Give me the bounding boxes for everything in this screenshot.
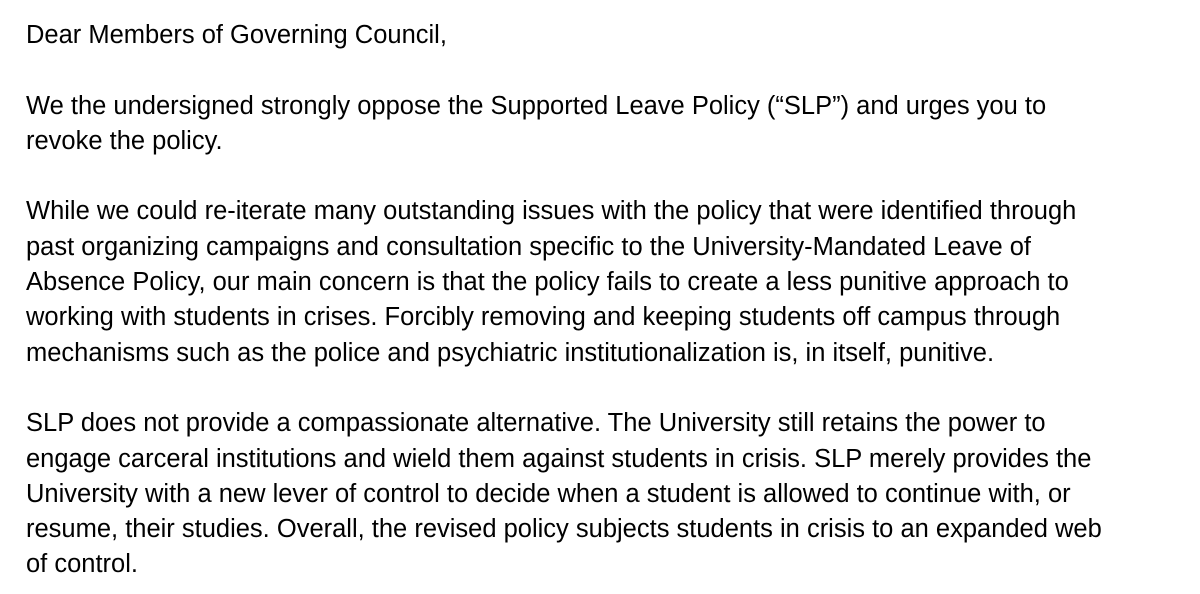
letter-body [26,18,1176,583]
salutation: Dear Members of Governing Council, [26,21,447,49]
paragraph-slp-opposition: We the undersigned strongly oppose the Supported Leave Policy (“SLP”) and urges you to revoke the policy. [26,91,1047,155]
paragraph-no-compassionate-alternative: SLP does not provide a compassionate alternative. The University still retains the power to engage carceral institutions and wield them against students in crisis. SLP merely provides the University with a new lever of control to decide when a student is allowed to continue with, or resume, their studies. Overall, the revised policy subjects students in crisis to an expanded web of control. [26,409,1102,579]
paragraph-main-concern: While we could re-iterate many outstanding issues with the policy that were identified through past organizing campaigns and consultation specific to the University-Mandated Leave of Absence Policy, our main concern is that the policy fails to create a less punitive approach to working with students in crises. Forcibly removing and keeping students off campus through mechanisms such as the police and psychiatric institutionalization is, in itself, punitive. [26,197,1077,367]
